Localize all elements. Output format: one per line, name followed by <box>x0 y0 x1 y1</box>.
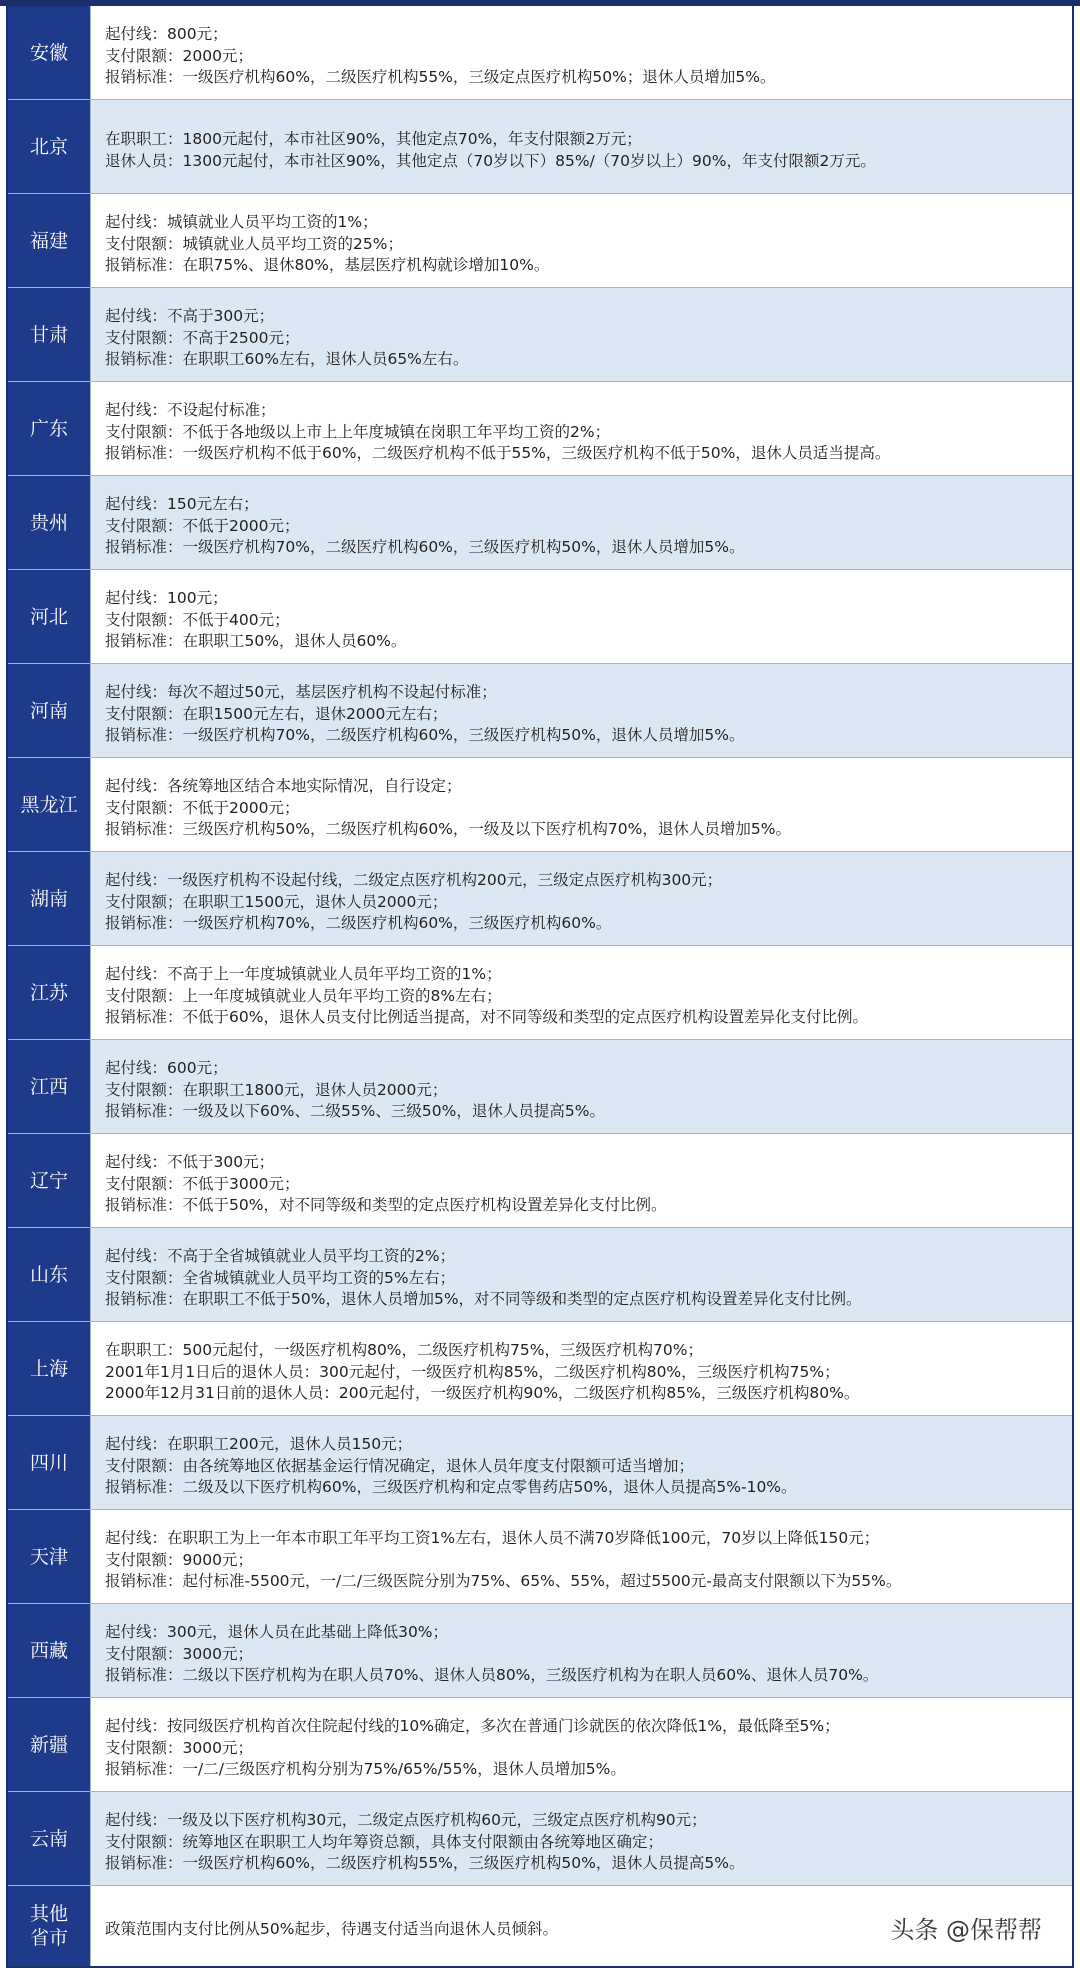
policy-line: 报销标准：一级医疗机构60%，二级医疗机构55%，三级定点医疗机构50%；退休人员增加5%。 <box>105 68 776 87</box>
policy-line: 支付限额：不低于400元； <box>105 610 290 629</box>
policy-line: 2000年12月31日前的退休人员：200元起付，一级医疗机构90%，二级医疗机构85%，三级医疗机构80%。 <box>105 1384 860 1403</box>
policy-line: 起付线：不设起付标准； <box>105 401 276 420</box>
policy-line: 支付限额：9000元； <box>105 1550 253 1569</box>
policy-line: 起付线：在职职工为上一年本市职工年平均工资1%左右，退休人员不满70岁降低100元，70岁以上降低150元； <box>105 1529 880 1548</box>
policy-cell <box>91 1698 1072 1791</box>
province-cell: 上海 <box>8 1322 91 1415</box>
province-cell: 天津 <box>8 1510 91 1603</box>
policy-line: 报销标准：一/二/三级医疗机构分别为75%/65%/55%，退休人员增加5%。 <box>105 1760 626 1779</box>
policy-line: 起付线：不高于300元； <box>105 307 275 326</box>
policy-line: 报销标准：起付标准-5500元，一/二/三级医院分别为75%、65%、55%，超过5500元-最高支付限额以下为55%。 <box>105 1572 902 1591</box>
policy-line: 起付线：一级及以下医疗机构30元，二级定点医疗机构60元，三级定点医疗机构90元； <box>105 1811 707 1830</box>
province-cell: 西藏 <box>8 1604 91 1697</box>
table-row <box>8 1322 1072 1416</box>
table-row <box>8 852 1072 946</box>
policy-line: 支付限额：不低于3000元； <box>105 1174 300 1193</box>
policy-line: 报销标准：一级医疗机构70%，二级医疗机构60%，三级医疗机构60%。 <box>105 914 612 933</box>
policy-line: 支付限额：不高于2500元； <box>105 328 300 347</box>
province-cell: 湖南 <box>8 852 91 945</box>
table-row <box>8 288 1072 382</box>
policy-line: 支付限额：3000元； <box>105 1644 253 1663</box>
policy-line: 报销标准：二级及以下医疗机构60%，三级医疗机构和定点零售药店50%，退休人员提高5%-10%。 <box>105 1478 797 1497</box>
policy-line: 支付限额：在职职工1800元，退休人员2000元； <box>105 1080 448 1099</box>
province-cell: 广东 <box>8 382 91 475</box>
policy-cell <box>91 6 1072 99</box>
policy-line: 退休人员：1300元起付，本市社区90%，其他定点（70岁以下）85%/（70岁以上）90%，年支付限额2万元。 <box>105 151 876 170</box>
policy-line: 支付限额：不低于2000元； <box>105 798 300 817</box>
table-row <box>8 6 1072 100</box>
policy-line: 支付限额：不低于2000元； <box>105 516 300 535</box>
policy-line: 起付线：不低于300元； <box>105 1153 275 1172</box>
policy-cell <box>91 1604 1072 1697</box>
policy-cell <box>91 1416 1072 1509</box>
policy-line: 报销标准：在职职工不低于50%，退休人员增加5%，对不同等级和类型的定点医疗机构设置差异化支付比例。 <box>105 1290 862 1309</box>
table-row <box>8 1792 1072 1886</box>
table-row <box>8 1134 1072 1228</box>
policy-line: 报销标准：一级及以下60%、二级55%、三级50%，退休人员提高5%。 <box>105 1102 605 1121</box>
province-cell: 云南 <box>8 1792 91 1885</box>
policy-cell <box>91 946 1072 1039</box>
policy-line: 报销标准：在职75%、退休80%，基层医疗机构就诊增加10%。 <box>105 256 550 275</box>
province-cell: 辽宁 <box>8 1134 91 1227</box>
policy-cell <box>91 1322 1072 1415</box>
watermark: 头条 @保帮帮 <box>890 1916 1042 1944</box>
table-row <box>8 100 1072 194</box>
table-row <box>8 1698 1072 1792</box>
policy-cell <box>91 1792 1072 1885</box>
province-cell: 甘肃 <box>8 288 91 381</box>
policy-line: 起付线：城镇就业人员平均工资的1%； <box>105 213 378 232</box>
policy-line: 起付线：按同级医疗机构首次住院起付线的10%确定，多次在普通门诊就医的依次降低1%，最低降至5%； <box>105 1717 840 1736</box>
policy-cell <box>91 194 1072 287</box>
policy-line: 支付限额：上一年度城镇就业人员年平均工资的8%左右； <box>105 986 502 1005</box>
policy-cell <box>91 758 1072 851</box>
table-row <box>8 382 1072 476</box>
policy-line: 起付线：800元； <box>105 25 228 44</box>
policy-line: 支付限额：在职1500元左右，退休2000元左右； <box>105 704 448 723</box>
policy-line: 支付限额；在职职工1500元，退休人员2000元； <box>105 892 448 911</box>
policy-line: 政策范围内支付比例从50%起步，待遇支付适当向退休人员倾斜。 <box>105 1920 558 1939</box>
policy-line: 起付线：不高于全省城镇就业人员平均工资的2%； <box>105 1247 456 1266</box>
province-cell: 贵州 <box>8 476 91 569</box>
reimbursement-table <box>6 6 1074 1968</box>
policy-cell <box>91 100 1072 193</box>
province-cell: 山东 <box>8 1228 91 1321</box>
table-row <box>8 194 1072 288</box>
table-row <box>8 946 1072 1040</box>
province-cell: 黑龙江 <box>8 758 91 851</box>
policy-line: 支付限额：全省城镇就业人员平均工资的5%左右； <box>105 1268 456 1287</box>
province-cell: 北京 <box>8 100 91 193</box>
policy-line: 报销标准：一级医疗机构60%，二级医疗机构55%，三级医疗机构50%，退休人员提高5%。 <box>105 1854 745 1873</box>
province-cell: 四川 <box>8 1416 91 1509</box>
policy-line: 起付线：300元，退休人员在此基础上降低30%； <box>105 1623 449 1642</box>
policy-line: 报销标准：一级医疗机构70%，二级医疗机构60%，三级医疗机构50%，退休人员增加5%。 <box>105 538 745 557</box>
policy-line: 报销标准：在职职工60%左右，退休人员65%左右。 <box>105 350 469 369</box>
policy-line: 在职职工：500元起付，一级医疗机构80%，二级医疗机构75%，三级医疗机构70%； <box>105 1341 703 1360</box>
policy-line: 报销标准：在职职工50%，退休人员60%。 <box>105 632 407 651</box>
table-row <box>8 570 1072 664</box>
policy-line: 起付线：600元； <box>105 1059 228 1078</box>
province-cell: 其他 省市 <box>8 1886 91 1966</box>
policy-line: 报销标准：不低于60%，退休人员支付比例适当提高，对不同等级和类型的定点医疗机构设置差异化支付比例。 <box>105 1008 868 1027</box>
province-cell: 安徽 <box>8 6 91 99</box>
table-row <box>8 1604 1072 1698</box>
policy-line: 支付限额：不低于各地级以上市上上年度城镇在岗职工年平均工资的2%； <box>105 422 611 441</box>
table-row <box>8 758 1072 852</box>
table-row <box>8 1510 1072 1604</box>
policy-cell <box>91 570 1072 663</box>
province-cell: 福建 <box>8 194 91 287</box>
table-row <box>8 664 1072 758</box>
policy-cell <box>91 1228 1072 1321</box>
province-cell: 河南 <box>8 664 91 757</box>
policy-cell <box>91 1040 1072 1133</box>
province-cell: 河北 <box>8 570 91 663</box>
policy-line: 报销标准：三级医疗机构50%，二级医疗机构60%，一级及以下医疗机构70%，退休人员增加5%。 <box>105 820 791 839</box>
table-row <box>8 1228 1072 1322</box>
policy-line: 起付线：一级医疗机构不设起付线，二级定点医疗机构200元，三级定点医疗机构300元； <box>105 871 723 890</box>
policy-line: 支付限额：统筹地区在职职工人均年筹资总额，具体支付限额由各统筹地区确定； <box>105 1832 664 1851</box>
province-cell: 新疆 <box>8 1698 91 1791</box>
policy-line: 支付限额：2000元； <box>105 46 253 65</box>
policy-line: 起付线：各统筹地区结合本地实际情况，自行设定； <box>105 777 462 796</box>
policy-cell <box>91 1510 1072 1603</box>
policy-line: 起付线：每次不超过50元，基层医疗机构不设起付标准； <box>105 683 497 702</box>
policy-line: 起付线：100元； <box>105 589 228 608</box>
policy-cell <box>91 852 1072 945</box>
policy-cell <box>91 288 1072 381</box>
policy-line: 起付线：150元左右； <box>105 495 259 514</box>
table-row <box>8 1040 1072 1134</box>
policy-cell <box>91 476 1072 569</box>
policy-line: 在职职工：1800元起付，本市社区90%，其他定点70%，年支付限额2万元； <box>105 130 642 148</box>
province-cell: 江西 <box>8 1040 91 1133</box>
policy-line: 报销标准：一级医疗机构不低于60%，二级医疗机构不低于55%，三级医疗机构不低于50%，退休人员适当提高。 <box>105 444 891 463</box>
policy-cell <box>91 382 1072 475</box>
province-cell: 江苏 <box>8 946 91 1039</box>
policy-line: 支付限额：城镇就业人员平均工资的25%； <box>105 234 403 253</box>
policy-cell <box>91 664 1072 757</box>
policy-line: 2001年1月1日后的退休人员：300元起付，一级医疗机构85%，二级医疗机构80%，三级医疗机构75%； <box>105 1362 840 1381</box>
policy-line: 支付限额：3000元； <box>105 1738 253 1757</box>
policy-line: 起付线：在职职工200元，退休人员150元； <box>105 1435 413 1454</box>
policy-line: 报销标准：二级以下医疗机构为在职人员70%、退休人员80%，三级医疗机构为在职人员60%、退休人员70%。 <box>105 1666 879 1685</box>
policy-line: 报销标准：一级医疗机构70%，二级医疗机构60%，三级医疗机构50%，退休人员增加5%。 <box>105 726 745 745</box>
table-row <box>8 476 1072 570</box>
table-row <box>8 1416 1072 1510</box>
policy-line: 支付限额：由各统筹地区依据基金运行情况确定，退休人员年度支付限额可适当增加； <box>105 1456 695 1475</box>
policy-cell <box>91 1134 1072 1227</box>
policy-line: 报销标准：不低于50%，对不同等级和类型的定点医疗机构设置差异化支付比例。 <box>105 1196 667 1215</box>
policy-line: 起付线：不高于上一年度城镇就业人员年平均工资的1%； <box>105 965 502 984</box>
